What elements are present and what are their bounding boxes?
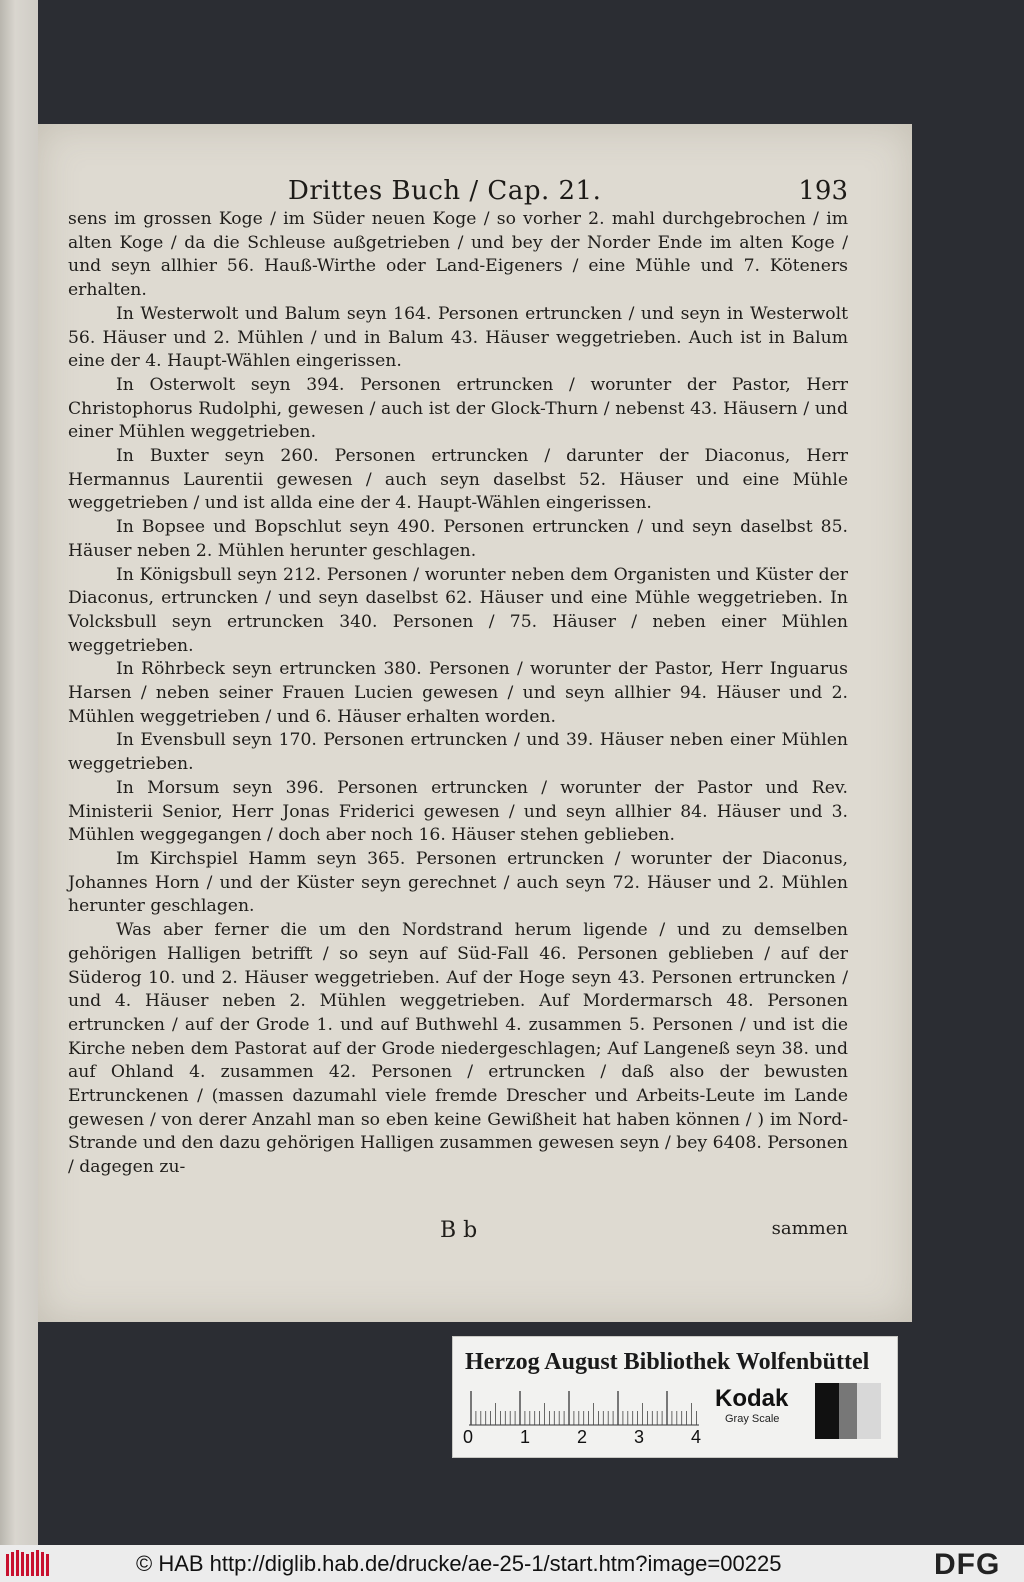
ruler-label: 4 bbox=[691, 1427, 702, 1447]
kodak-brand: Kodak bbox=[715, 1385, 789, 1412]
book-page bbox=[38, 124, 912, 1322]
running-header bbox=[288, 176, 848, 210]
color-scale-card bbox=[452, 1336, 898, 1458]
copyright-link[interactable]: © HAB http://diglib.hab.de/drucke/ae-25-1/start.htm?image=00225 bbox=[136, 1551, 782, 1576]
page-number: 193 bbox=[798, 176, 848, 206]
ruler-labels bbox=[463, 1427, 703, 1449]
running-title: Drittes Buch / Cap. 21. bbox=[288, 176, 602, 206]
paragraph: In Morsum seyn 396. Personen ertruncken / worunter der Pastor und Rev. Ministerii Senior, Herr Jonas Friderici gewesen / und seyn allhier 84. Häuser und 3. Mühlen weggegangen / doch aber noch 16. Häuser stehen geblieben. bbox=[68, 777, 848, 846]
paragraph: Was aber ferner die um den Nordstrand herum ligende / und zu demselben gehörigen Halligen betrifft / so seyn auf Süd-Fall 46. Personen geblieben / auf der Süderog 10. und 2. Häuser weggetrieben. Auf der Hoge seyn 43. Personen ertruncken / und 4. Häuser neben 2. Mühlen weggetrieben. Auf Mordermarsch 48. Personen ertruncken / auf der Grode 1. und auf Buthwehl 4. zusammen 5. Personen / und ist die Kirche neben dem Pastorat auf der Grode niedergeschlagen; Auf Langeneß seyn 38. und auf Ohland 4. zusammen 42. Personen / ertruncken / daß also der bewusten Ertrunckenen / (massen dazumahl viele fremde Drescher und Arbeits-Leute im Lande gewesen / von derer Anzahl man so eben keine Gewißheit hat haben können / ) im Nord-Strande und den dazu gehörigen Halligen zusammen gewesen seyn / bey 6408. Personen / dagegen zu- bbox=[68, 920, 848, 1178]
paragraph: In Evensbull seyn 170. Personen ertruncken / und 39. Häuser neben einer Mühlen weggetrieben. bbox=[68, 730, 848, 775]
paragraph: In Bopsee und Bopschlut seyn 490. Personen ertruncken / und seyn daselbst 85. Häuser neben 2. Mühlen herunter geschlagen. bbox=[68, 517, 848, 561]
library-name: Herzog August Bibliothek Wolfenbüttel bbox=[465, 1349, 870, 1375]
paragraph: sens im grossen Koge / im Süder neuen Koge / so vorher 2. mahl durchgebrochen / im alten Koge / da die Schleuse außgetrieben / und bey der Norder Ende im alten Koge / und seyn allhier 56. Hauß-Wirthe oder Land-Eigeners / eine Mühle und 7. Köteners erhalten. bbox=[68, 209, 848, 301]
paragraph: In Königsbull seyn 212. Personen / worunter neben dem Organisten und Küster der Diaconus, ertruncken / und seyn daselbst 62. Häuser und eine Mühle weggetrieben. In Volcksbull seyn ertruncken 340. Personen / 75. Häuser / neben einer Mühlen weggetrieben. bbox=[68, 564, 848, 656]
ruler-label: 3 bbox=[634, 1427, 645, 1447]
gray-scale-patches-icon bbox=[815, 1383, 881, 1439]
page-footer bbox=[68, 1218, 848, 1244]
catchword: sammen bbox=[771, 1218, 848, 1239]
adjacent-page-edge bbox=[0, 0, 38, 1545]
hab-logo-icon bbox=[6, 1550, 50, 1578]
ruler-icon bbox=[469, 1389, 699, 1429]
ruler-label: 0 bbox=[463, 1427, 474, 1447]
footer-bar bbox=[0, 1545, 1024, 1582]
paragraph: In Buxter seyn 260. Personen ertruncken / darunter der Diaconus, Herr Hermannus Laurentii gewesen / auch seyn daselbst 52. Häuser und eine Mühle weggetrieben / und ist allda eine der 4. Haupt-Wählen eingerissen. bbox=[68, 446, 848, 514]
body-text bbox=[68, 208, 848, 1180]
kodak-subtitle: Gray Scale bbox=[725, 1413, 780, 1425]
ruler-label: 2 bbox=[577, 1427, 588, 1447]
paragraph: Im Kirchspiel Hamm seyn 365. Personen ertruncken / worunter der Diaconus, Johannes Horn / und der Küster seyn gerechnet / auch seyn 72. Häuser und 2. Mühlen herunter geschlagen. bbox=[68, 848, 848, 917]
paragraph: In Osterwolt seyn 394. Personen ertruncken / worunter der Pastor, Herr Christophorus Rudolphi, gewesen / auch ist der Glock-Thurn / nebenst 43. Häusern / und einer Mühlen weggetrieben. bbox=[68, 374, 848, 443]
dfg-logo: DFG bbox=[934, 1548, 1001, 1581]
paragraph: In Westerwolt und Balum seyn 164. Personen ertruncken / und seyn in Westerwolt 56. Häuser und 2. Mühlen / und in Balum 43. Häuser weggetrieben. Auch ist in Balum eine der 4. Haupt-Wählen eingerissen. bbox=[68, 303, 848, 372]
paragraph: In Röhrbeck seyn ertruncken 380. Personen / worunter der Pastor, Herr Inguarus Harsen / neben seiner Frauen Lucien gewesen / und seyn allhier 94. Häuser und 2. Mühlen weggetrieben / und 6. Häuser erhalten worden. bbox=[68, 659, 848, 727]
signature-mark: B b bbox=[440, 1218, 478, 1243]
ruler-label: 1 bbox=[520, 1427, 531, 1447]
